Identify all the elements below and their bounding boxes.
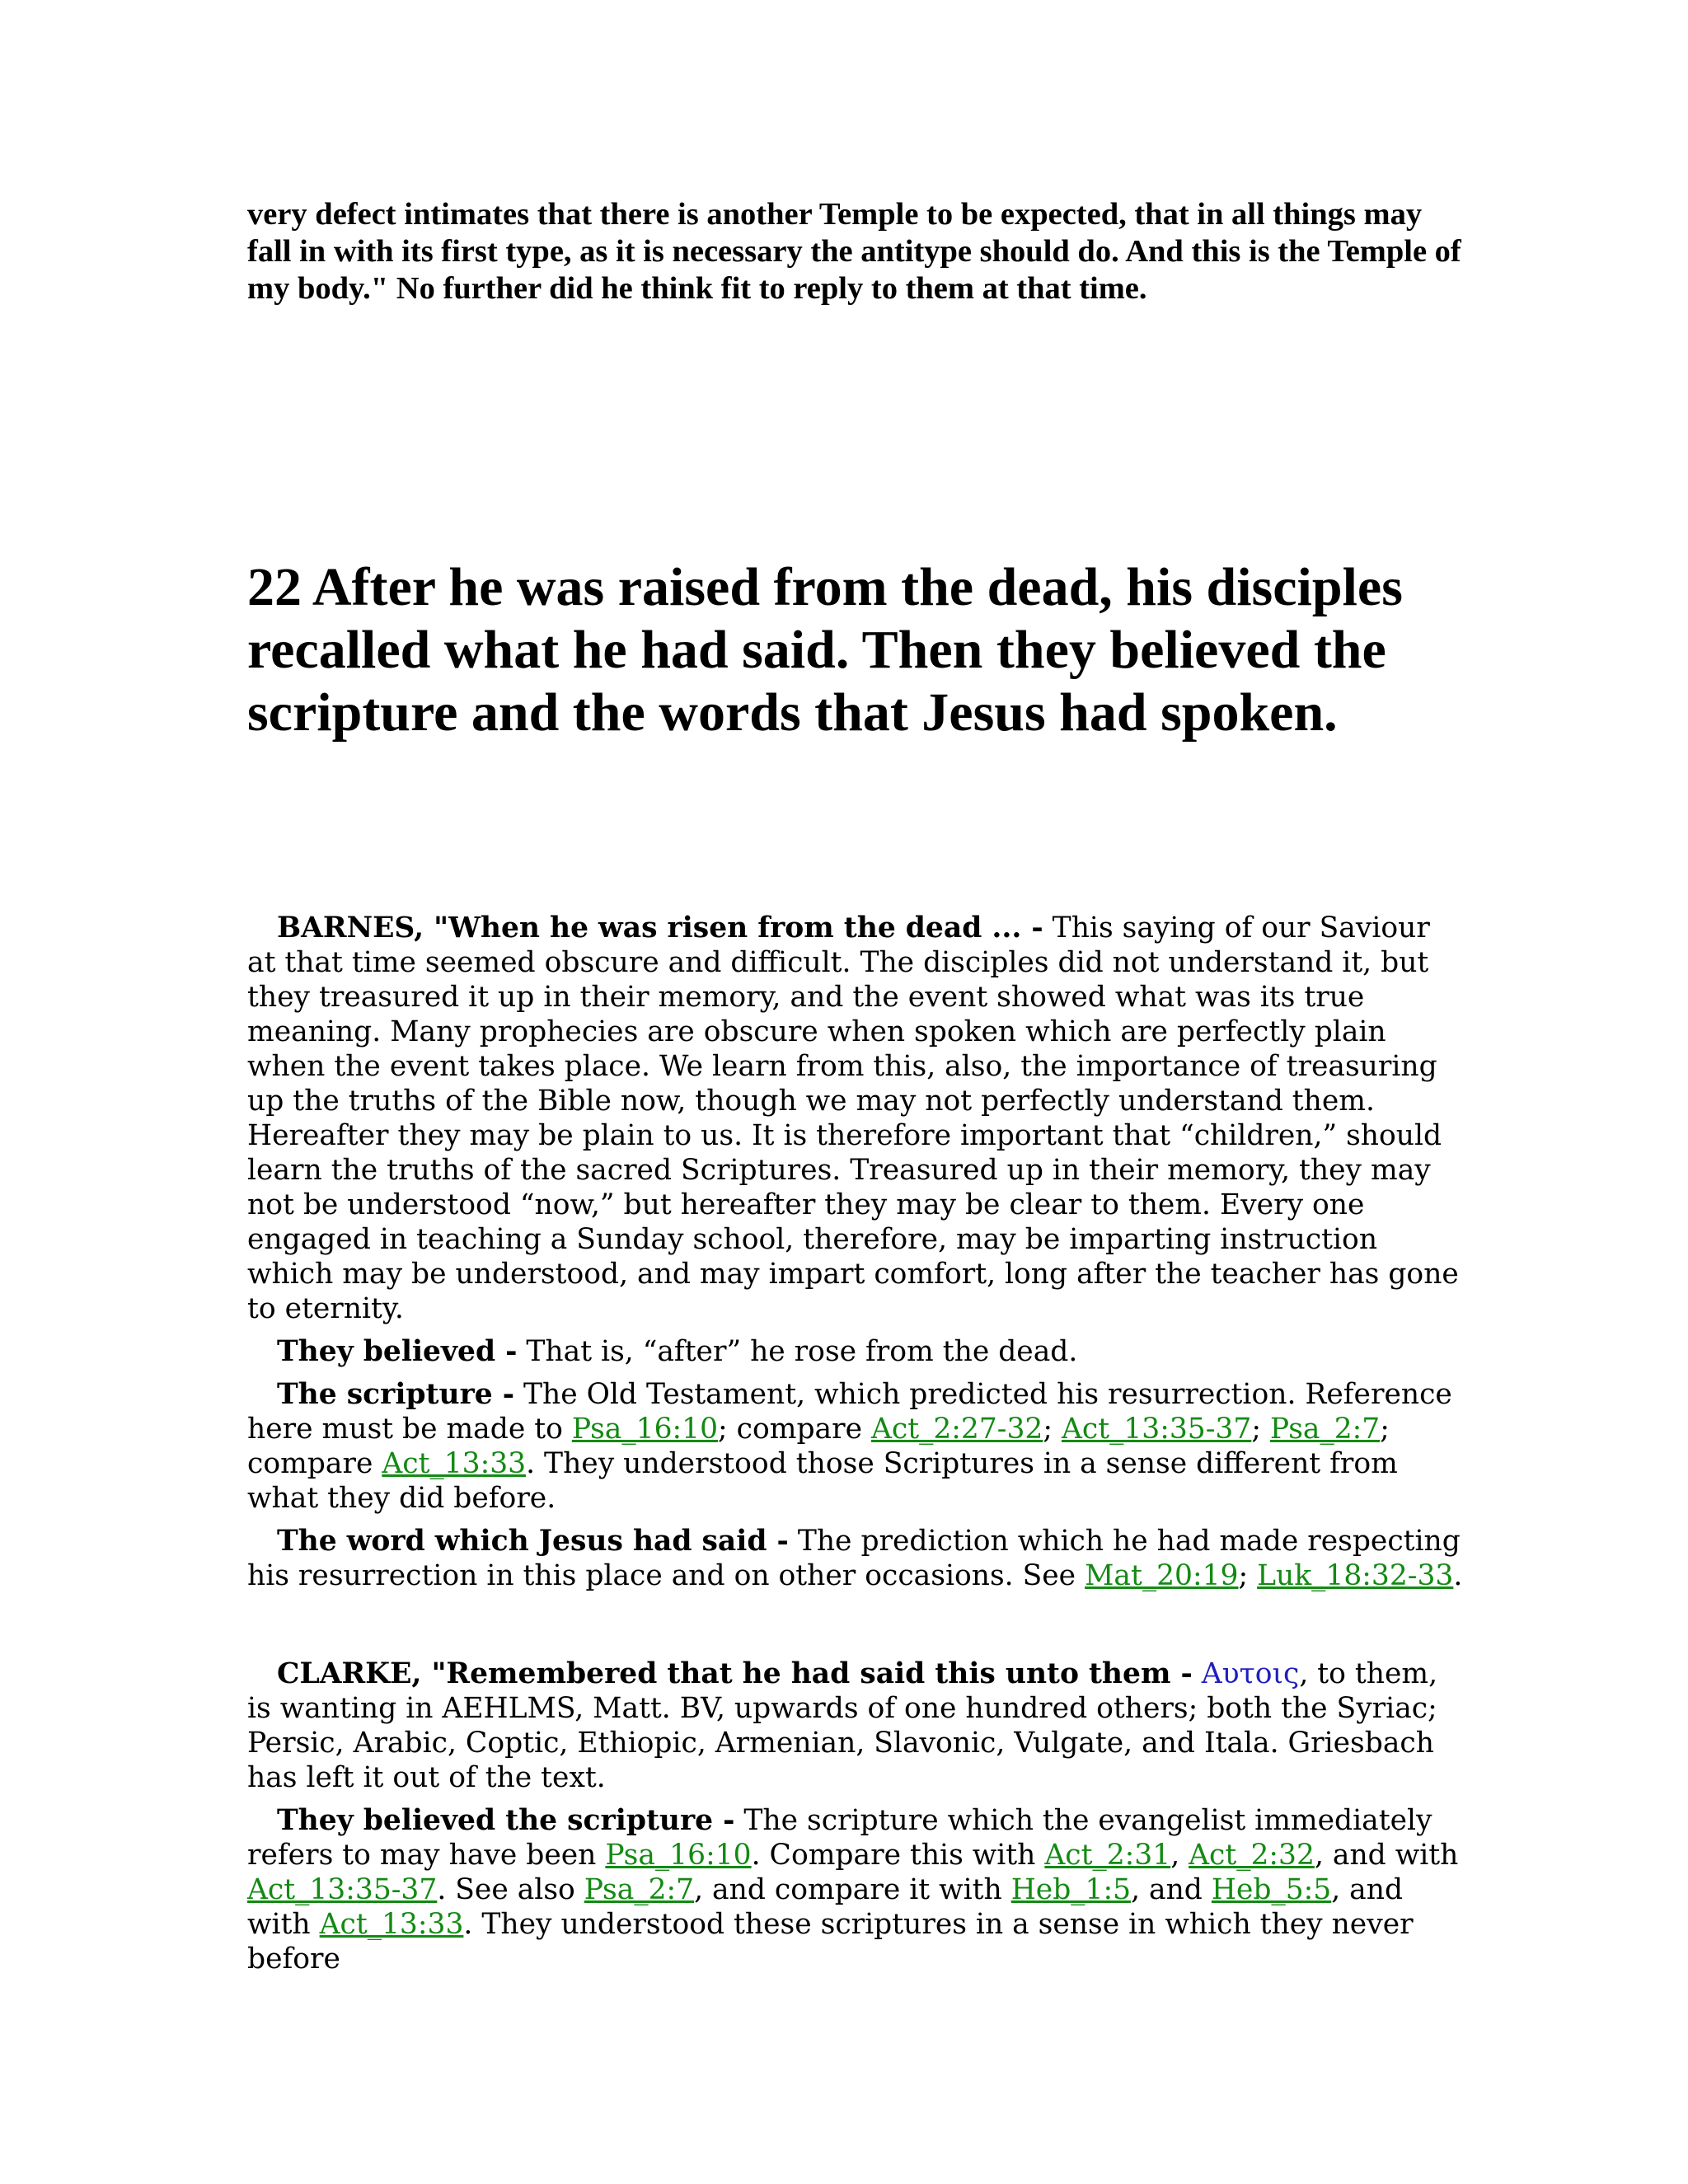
- barnes-paragraph-2: [247, 1334, 1467, 1369]
- ref-link-heb-5-5[interactable]: Heb_5:5: [1211, 1873, 1332, 1906]
- clarke-text-2i: . They understood these scriptures in a sense in which they never before: [247, 1908, 1414, 1975]
- barnes-paragraph-1: [247, 911, 1467, 1326]
- barnes-subheading-word: The word which Jesus had said -: [277, 1525, 789, 1558]
- clarke-text-2b: . Compare this with: [751, 1839, 1045, 1872]
- ref-link-heb-1-5[interactable]: Heb_1:5: [1010, 1873, 1132, 1906]
- clarke-paragraph-1: [247, 1657, 1467, 1795]
- barnes-text-4b: ;: [1238, 1559, 1258, 1592]
- ref-link-mat-20-19[interactable]: Mat_20:19: [1085, 1559, 1239, 1592]
- ref-link-act-13-33-clarke[interactable]: Act_13:33: [319, 1908, 464, 1941]
- clarke-text-2g: , and: [1131, 1873, 1212, 1906]
- barnes-heading: BARNES, "When he was risen from the dead ... -: [277, 912, 1043, 944]
- clarke-text-2h: , and with: [247, 1873, 1404, 1941]
- ref-link-luk-18-32-33[interactable]: Luk_18:32-33: [1257, 1559, 1454, 1592]
- clarke-text-2e: . See also: [437, 1873, 584, 1906]
- ref-link-act-2-31[interactable]: Act_2:31: [1044, 1839, 1171, 1872]
- ref-link-act-13-35-37-clarke[interactable]: Act_13:35-37: [247, 1873, 438, 1906]
- ref-link-act-13-33[interactable]: Act_13:33: [382, 1447, 527, 1480]
- barnes-text-3a: The Old Testament, which predicted his resurrection. Reference here must be made to: [247, 1378, 1452, 1446]
- ref-link-act-2-32[interactable]: Act_2:32: [1189, 1839, 1315, 1872]
- clarke-text-2f: , and compare it with: [694, 1873, 1011, 1906]
- ref-link-psa-16-10-clarke[interactable]: Psa_16:10: [605, 1839, 752, 1872]
- barnes-text-3f: . They understood those Scriptures in a sense different from what they did before.: [247, 1447, 1398, 1515]
- clarke-space: [1193, 1657, 1202, 1690]
- ref-link-act-2-27-32[interactable]: Act_2:27-32: [870, 1413, 1043, 1446]
- barnes-paragraph-3: [247, 1377, 1467, 1516]
- barnes-text-4a: The prediction which he had made respecting his resurrection in this place and on other occasions. See: [247, 1525, 1461, 1592]
- intro-paragraph: very defect intimates that there is another Temple to be expected, that in all things may fall in with its first type, as it is necessary the antitype should do. And this is the Temple of my body." No further did he think fit to reply to them at that time.: [247, 197, 1461, 306]
- clarke-text-2d: , and with: [1314, 1839, 1459, 1872]
- barnes-text-2: That is, “after” he rose from the dead.: [517, 1335, 1078, 1368]
- greek-word: Αυτοις: [1201, 1657, 1300, 1690]
- clarke-heading: CLARKE, "Remembered that he had said this unto them -: [277, 1657, 1193, 1690]
- barnes-paragraph-4: [247, 1524, 1467, 1593]
- barnes-text-3b: ; compare: [718, 1413, 871, 1446]
- verse-heading: 22 After he was raised from the dead, his disciples recalled what he had said. Then they believed the scripture and the words that Jesus had spoken.: [247, 557, 1403, 743]
- clarke-subheading-scripture: They believed the scripture -: [277, 1804, 735, 1837]
- barnes-text-3e: ; compare: [247, 1413, 1390, 1480]
- clarke-text-1: , to them, is wanting in AEHLMS, Matt. BV, upwards of one hundred others; both the Syriac; Persic, Arabic, Coptic, Ethiopic, Armenian, Slavonic, Vulgate, and Itala. Griesbach has left it out of the text.: [247, 1657, 1438, 1794]
- clarke-paragraph-2: [247, 1803, 1467, 1976]
- barnes-text-3d: ;: [1251, 1413, 1270, 1446]
- barnes-subheading-scripture: The scripture -: [277, 1378, 515, 1411]
- ref-link-act-13-35-37[interactable]: Act_13:35-37: [1061, 1413, 1252, 1446]
- barnes-text-4c: .: [1453, 1559, 1463, 1592]
- clarke-text-2a: The scripture which the evangelist immediately refers to may have been: [247, 1804, 1432, 1872]
- clarke-commentary: [247, 1657, 1467, 1985]
- ref-link-psa-2-7[interactable]: Psa_2:7: [1269, 1413, 1381, 1446]
- barnes-text-1: This saying of our Saviour at that time seemed obscure and difficult. The disciples did not understand it, but they treasured it up in their memory, and the event showed what was its true meaning. Many prophecies are obscure when spoken which are perfectly plain when the event takes place. We learn from this, also, the importance of treasuring up the truths of the Bible now, though we may not perfectly understand them. Hereafter they may be plain to us. It is therefore important that “children,” should learn the truths of the sacred Scriptures. Treasured up in their memory, they may not be understood “now,” but hereafter they may be clear to them. Every one engaged in teaching a Sunday school, therefore, may be imparting instruction which may be understood, and may impart comfort, long after the teacher has gone to eternity.: [247, 912, 1459, 1325]
- ref-link-psa-16-10[interactable]: Psa_16:10: [571, 1413, 719, 1446]
- barnes-text-3c: ;: [1043, 1413, 1062, 1446]
- ref-link-psa-2-7-clarke[interactable]: Psa_2:7: [584, 1873, 695, 1906]
- barnes-subheading-believed: They believed -: [277, 1335, 518, 1368]
- barnes-commentary: [247, 911, 1467, 1601]
- clarke-text-2c: ,: [1170, 1839, 1189, 1872]
